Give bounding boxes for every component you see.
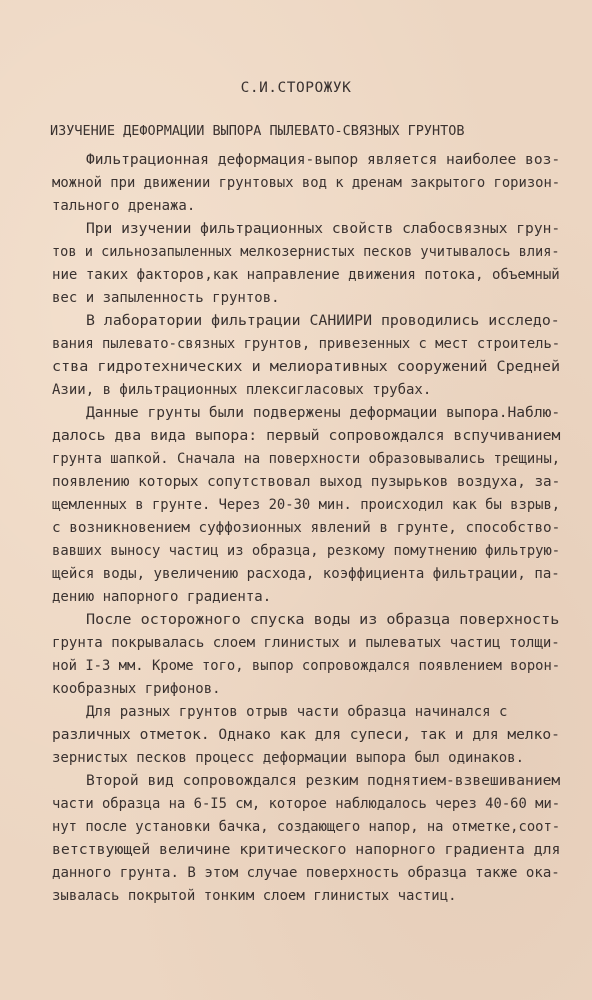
text-line: различных отметок. Однако как для супеси, так и для мелко- (52, 727, 560, 743)
text-line: ние таких факторов,как направление движения потока, объемный (52, 267, 560, 283)
text-line: вания пылевато-связных грунтов, привезенных с мест строитель- (52, 336, 561, 352)
text-line: Данные грунты были подвержены деформации выпора.Наблю- (86, 405, 561, 421)
text-line: тов и сильнозапыленных мелкозернистых песков учитывалось влия- (52, 244, 560, 260)
text-line: можной при движении грунтовых вод к дренам закрытого горизон- (52, 175, 561, 191)
text-line: ветствующей величине критического напорного градиента для (52, 842, 561, 858)
text-line: появлению которых сопутствовал выход пузырьков воздуха, за- (52, 474, 561, 490)
text-line: грунта покрывалась слоем глинистых и пылеватых частиц толщи- (52, 635, 560, 651)
text-line: щейся воды, увеличению расхода, коэффициента фильтрации, па- (52, 566, 560, 582)
text-line: В лаборатории фильтрации САНИИРИ проводились исследо- (86, 313, 560, 329)
text-line: При изучении фильтрационных свойств слабосвязных грун- (86, 221, 561, 237)
text-line: щемленных в грунте. Через 20-30 мин. происходил как бы взрыв, (52, 497, 561, 513)
document-title: ИЗУЧЕНИЕ ДЕФОРМАЦИИ ВЫПОРА ПЫЛЕВАТО-СВЯЗНЫХ ГРУНТОВ (50, 123, 465, 139)
text-line: зывалась покрытой тонким слоем глинистых частиц. (52, 888, 457, 904)
text-line: ства гидротехнических и мелиоративных сооружений Средней (52, 359, 561, 375)
text-line: ной I-3 мм. Кроме того, выпор сопровождался появлением ворон- (52, 658, 561, 674)
text-line: с возникновением суффозионных явлений в грунте, способство- (52, 520, 561, 536)
text-line: тального дренажа. (52, 198, 196, 214)
text-line: Для разных грунтов отрыв части образца начинался с (86, 704, 508, 720)
text-line: далось два вида выпора: первый сопровождался вспучиванием (52, 428, 561, 444)
text-line: нут после установки бачка, создающего напор, на отметке,соот- (52, 819, 561, 835)
text-line: Фильтрационная деформация-выпор является наиболее воз- (86, 152, 561, 168)
text-line: грунта шапкой. Сначала на поверхности образовывались трещины, (52, 451, 561, 467)
author-name: С.И.СТОРОЖУК (240, 80, 352, 96)
text-line: кообразных грифонов. (52, 681, 221, 697)
text-line: дению напорного градиента. (52, 589, 272, 605)
text-line: Азии, в фильтрационных плексигласовых трубах. (52, 382, 432, 398)
text-line: вавших выносу частиц из образца, резкому помутнению фильтрую- (52, 543, 561, 559)
text-line: После осторожного спуска воды из образца поверхность (86, 612, 560, 628)
text-line: части образца на 6-I5 см, которое наблюдалось через 40-60 ми- (52, 796, 561, 812)
text-line: данного грунта. В этом случае поверхность образца также ока- (52, 865, 560, 881)
text-line: зернистых песков процесс деформации выпора был одинаков. (52, 750, 525, 766)
text-line: Второй вид сопровождался резким поднятием-взвешиванием (86, 773, 561, 789)
text-line: вес и запыленность грунтов. (52, 290, 280, 306)
